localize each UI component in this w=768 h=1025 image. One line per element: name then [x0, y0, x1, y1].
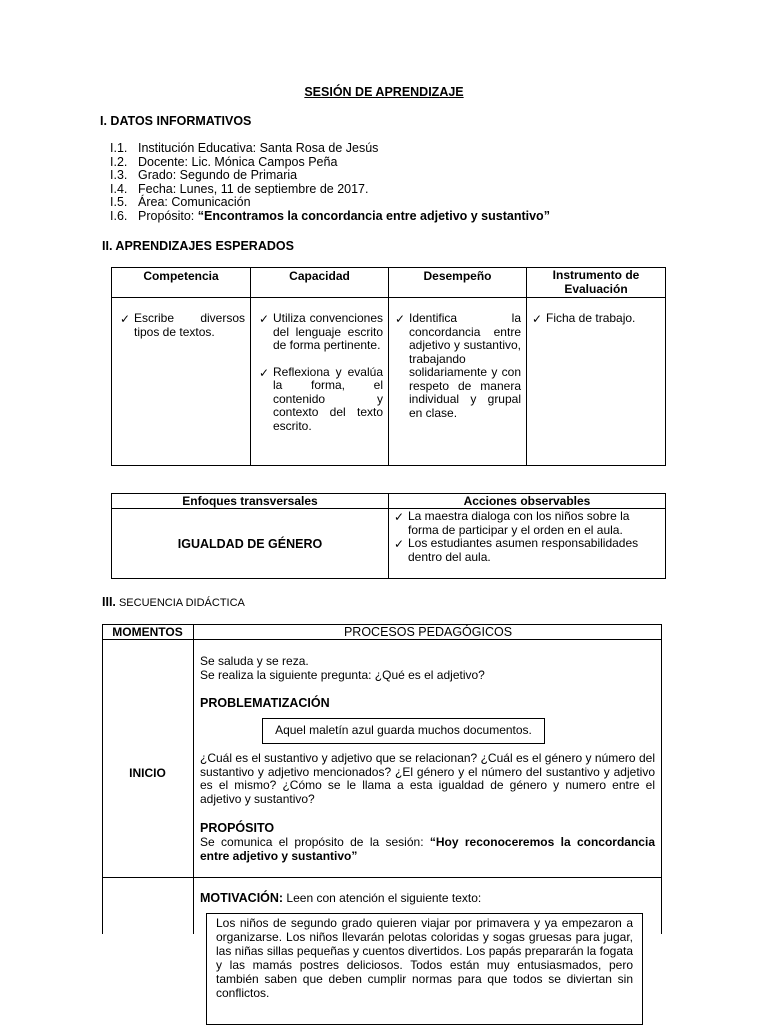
col-acciones: Acciones observables [389, 494, 666, 509]
col-desempeno: Desempeño [389, 268, 527, 298]
datos-item: I.4. Fecha: Lunes, 11 de septiembre de 2017. [110, 181, 369, 196]
check-icon: ✓ [259, 312, 270, 326]
col-capacidad: Capacidad [251, 268, 389, 298]
aprendizajes-table [111, 267, 666, 466]
col-instrumento: Instrumento de Evaluación [527, 268, 666, 298]
saludo-text: Se saluda y se reza. [200, 654, 309, 668]
datos-item: I.2. Docente: Lic. Mónica Campos Peña [110, 154, 338, 169]
page-title: SESIÓN DE APRENDIZAJE [304, 85, 464, 99]
enfoque-value: IGUALDAD DE GÉNERO [112, 509, 389, 579]
problematizacion-heading: PROBLEMATIZACIÓN [200, 696, 330, 710]
col-momentos: MOMENTOS [112, 625, 183, 639]
questions-text: ¿Cuál es el sustantivo y adjetivo que se relacionan? ¿Cuál es el género y número del sustantivo y adjetivo mencionados? ¿El género y el número del sustantivo y adjetivo es el mismo? ¿Cómo se le llama a esta igualdad de género y numero entre el adjetivo y sustantivo? [200, 751, 655, 807]
instrumento-cell: ✓ Ficha de trabajo. [527, 298, 666, 466]
check-icon: ✓ [395, 312, 406, 326]
datos-list [110, 142, 550, 224]
motivacion-line: MOTIVACIÓN: Leen con atención el siguiente texto: [200, 891, 482, 905]
check-icon: ✓ [259, 365, 270, 380]
inicio-label: INICIO [129, 766, 166, 780]
datos-item: I.6. Propósito: “Encontramos la concordancia entre adjetivo y sustantivo” [110, 208, 550, 223]
sentence-box: Aquel maletín azul guarda muchos documentos. [262, 718, 545, 744]
datos-item: I.3. Grado: Segundo de Primaria [110, 168, 298, 183]
check-icon: ✓ [394, 510, 405, 524]
capacidad-cell: ✓ Utiliza convenciones del lenguaje escrito de forma pertinente. ✓ Reflexiona y evalúa la forma, el contenido y contexto del texto escrito. [251, 298, 389, 466]
proposito-text: Se comunica el propósito de la sesión: “Hoy reconoceremos la concordancia entre adjetivo y sustantivo” [200, 835, 655, 863]
col-competencia: Competencia [112, 268, 251, 298]
check-icon: ✓ [394, 537, 405, 551]
check-icon: ✓ [120, 312, 131, 326]
story-box: Los niños de segundo grado quieren viajar por primavera y ya empezaron a organizarse. Los niños llevarán pelotas coloridas y sogas gruesas para jugar, las niñas sillas pequeñas y cuentos divertidos. Los papás prepararán la fogata y las mamás postres deliciosos. Todos están muy entusiasmados, pero también saben que deben cumplir normas para que todos se diviertan sin conflictos. [206, 913, 643, 1025]
section-secuencia-heading: III. SECUENCIA DIDÁCTICA [102, 595, 245, 609]
desempeno-cell: ✓ Identifica la concordancia entre adjetivo y sustantivo, trabajando solidariamente y con respeto de manera individual y grupal en clase. [389, 298, 527, 466]
section-aprendizajes-heading: II. APRENDIZAJES ESPERADOS [102, 239, 294, 253]
enfoques-table [111, 493, 666, 579]
section-datos-heading: I. DATOS INFORMATIVOS [100, 114, 252, 128]
pregunta-text: Se realiza la siguiente pregunta: ¿Qué es el adjetivo? [200, 667, 485, 682]
proposito-heading: PROPÓSITO [200, 821, 275, 835]
datos-item: I.5. Área: Comunicación [110, 195, 251, 210]
datos-item: I.1. Institución Educativa: Santa Rosa de Jesús [110, 141, 379, 155]
inicio-content [200, 655, 655, 682]
acciones-cell: ✓ La maestra dialoga con los niños sobre la forma de participar y el orden en el aula. ✓ Los estudiantes asumen responsabilidades dentro del aula. [389, 509, 666, 579]
competencia-cell: ✓ Escribe diversos tipos de textos. [112, 298, 251, 466]
col-procesos: PROCESOS PEDAGÓGICOS [343, 625, 513, 639]
col-enfoques: Enfoques transversales [112, 494, 389, 509]
check-icon: ✓ [532, 312, 543, 326]
